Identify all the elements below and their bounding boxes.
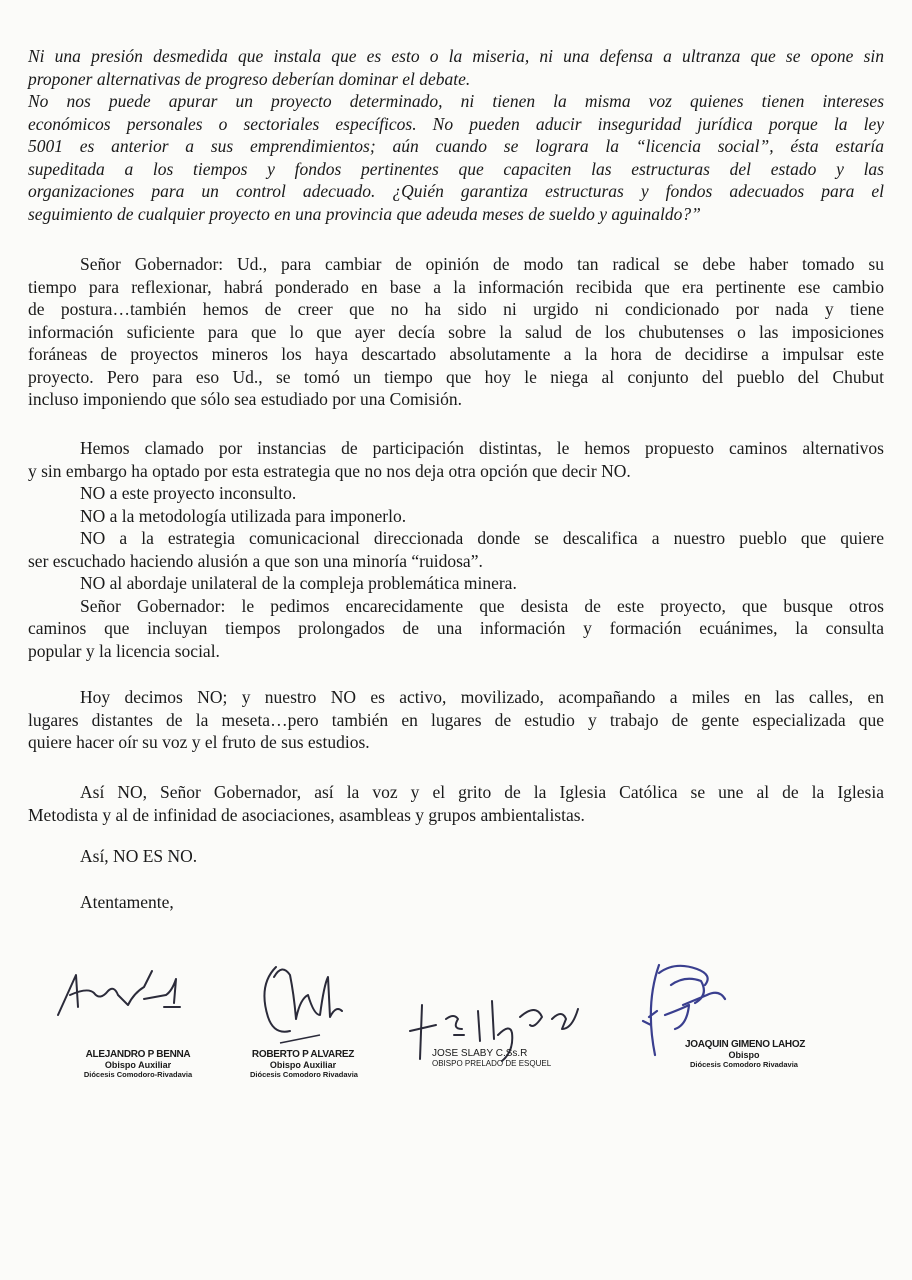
paragraph-line: Señor Gobernador: le pedimos encarecidamente que desista de este proyecto, que busque otros — [80, 595, 884, 616]
signature-block-slaby — [402, 995, 582, 1090]
signer-role: OBISPO PRELADO DE ESQUEL — [432, 1059, 552, 1068]
quote-line: No nos puede apurar un proyecto determinado, ni tienen la misma voz quienes tienen intereses — [28, 91, 884, 111]
paragraph-line: foráneas de proyectos mineros los haya descartado absolutamente a la hora de decidirse a impulsar este — [28, 344, 884, 364]
paragraph-asi — [28, 781, 884, 826]
quote-line: Ni una presión desmedida que instala que es esto o la miseria, ni una defensa a ultranza que se opone sin — [28, 46, 884, 66]
paragraph-line: proyecto. Pero para eso Ud., se tomó un tiempo que hoy le niega al conjunto del pueblo del Chubut — [28, 366, 884, 387]
paragraph-line: quiere hacer oír su voz y el fruto de sus estudios. — [28, 732, 370, 752]
paragraph-line: NO a la estrategia comunicacional direccionada donde se descalifica a nuestro pueblo que quiere — [80, 528, 884, 548]
closing-atentamente: Atentamente, — [80, 892, 174, 912]
paragraph-line: Hoy decimos NO; y nuestro NO es activo, movilizado, acompañando a miles en las calles, en — [80, 687, 884, 707]
paragraph-line: caminos que incluyan tiempos prolongados de una información y formación ecuánimes, la consulta — [28, 618, 884, 638]
signer-role: Obispo Auxiliar — [269, 1060, 337, 1070]
signer-name: JOSE SLABY C.Ss.R — [432, 1048, 528, 1059]
paragraph-line: NO a este proyecto inconsulto. — [80, 483, 297, 503]
paragraph-line: NO a la metodología utilizada para imponerlo. — [80, 505, 407, 526]
handwritten-signature-icon — [250, 955, 360, 1045]
signer-name: ALEJANDRO P BENNA — [85, 1049, 191, 1060]
paragraph-line: y sin embargo ha optado por esta estrategia que no nos deja otra opción que decir NO. — [28, 460, 631, 481]
paragraph-line: Hemos clamado por instancias de participación distintas, le hemos propuesto caminos alternativos — [80, 438, 884, 458]
handwritten-signature-icon — [48, 965, 208, 1025]
paragraph-line: incluso imponiendo que sólo sea estudiado por una Comisión. — [28, 389, 463, 409]
paragraph-line: de postura…también hemos de creer que no ha sido ni urgido ni condicionado por nada y tiene — [28, 299, 884, 319]
paragraph-no — [28, 437, 884, 662]
signer-diocese: Diócesis Comodoro Rivadavia — [250, 1070, 358, 1079]
paragraph-line: ser escuchado haciendo alusión a que son una minoría “ruidosa”. — [28, 550, 483, 571]
signer-role: Obispo — [728, 1050, 760, 1060]
quoted-paragraph — [28, 45, 884, 225]
quote-line: seguimiento de cualquier proyecto en una provincia que adeuda meses de sueldo y aguinaldo?” — [28, 203, 701, 224]
quote-line: económicos personales o sectoriales específicos. No pueden aducir inseguridad jurídica porque la ley — [28, 113, 884, 134]
signer-role: Obispo Auxiliar — [104, 1060, 172, 1070]
paragraph-line: tiempo para reflexionar, habrá ponderado en base a la información recibida que era pertinente ese cambio — [28, 276, 884, 297]
quote-line: 5001 es anterior a sus emprendimientos; aún cuando se lograra la “licencia social”, ésta estaría — [28, 136, 884, 156]
signature-block-alvarez — [250, 955, 356, 1085]
signer-name: JOAQUIN GIMENO LAHOZ — [685, 1039, 806, 1050]
paragraph-line: Señor Gobernador: Ud., para cambiar de opinión de modo tan radical se debe haber tomado su — [80, 254, 884, 274]
signature-block-gimeno — [635, 955, 805, 1090]
paragraph-line: lugares distantes de la meseta…pero también en lugares de estudio y trabajo de gente especializada que — [28, 709, 884, 730]
quote-line: proponer alternativas de progreso deberían dominar el debate. — [28, 68, 471, 89]
signer-name: ROBERTO P ALVAREZ — [251, 1049, 355, 1060]
quote-line: organizaciones para un control adecuado. ¿Quién garantiza estructuras y fondos adecuados para el — [28, 181, 884, 201]
quote-line: supeditada a los tiempos y fondos pertinentes que capaciten las estructuras del estado y las — [28, 158, 884, 179]
closing-no-es-no: Así, NO ES NO. — [80, 846, 198, 866]
paragraph-gobernador — [28, 253, 884, 411]
paragraph-line: Así NO, Señor Gobernador, así la voz y el grito de la Iglesia Católica se une al de la Iglesia — [80, 782, 884, 802]
paragraph-line: Metodista y al de infinidad de asociaciones, asambleas y grupos ambientalistas. — [28, 804, 585, 825]
paragraph-hoy — [28, 686, 884, 754]
paragraph-line: información suficiente para que lo que ayer decía sobre la salud de los chubutenses o las imposiciones — [28, 321, 884, 342]
paragraph-line: NO al abordaje unilateral de la compleja problemática minera. — [80, 573, 517, 593]
signer-diocese: Diócesis Comodoro Rivadavia — [690, 1060, 798, 1069]
signer-diocese: Diócesis Comodoro-Rivadavia — [83, 1070, 193, 1079]
signature-block-benna — [78, 965, 198, 1090]
paragraph-line: popular y la licencia social. — [28, 640, 220, 661]
